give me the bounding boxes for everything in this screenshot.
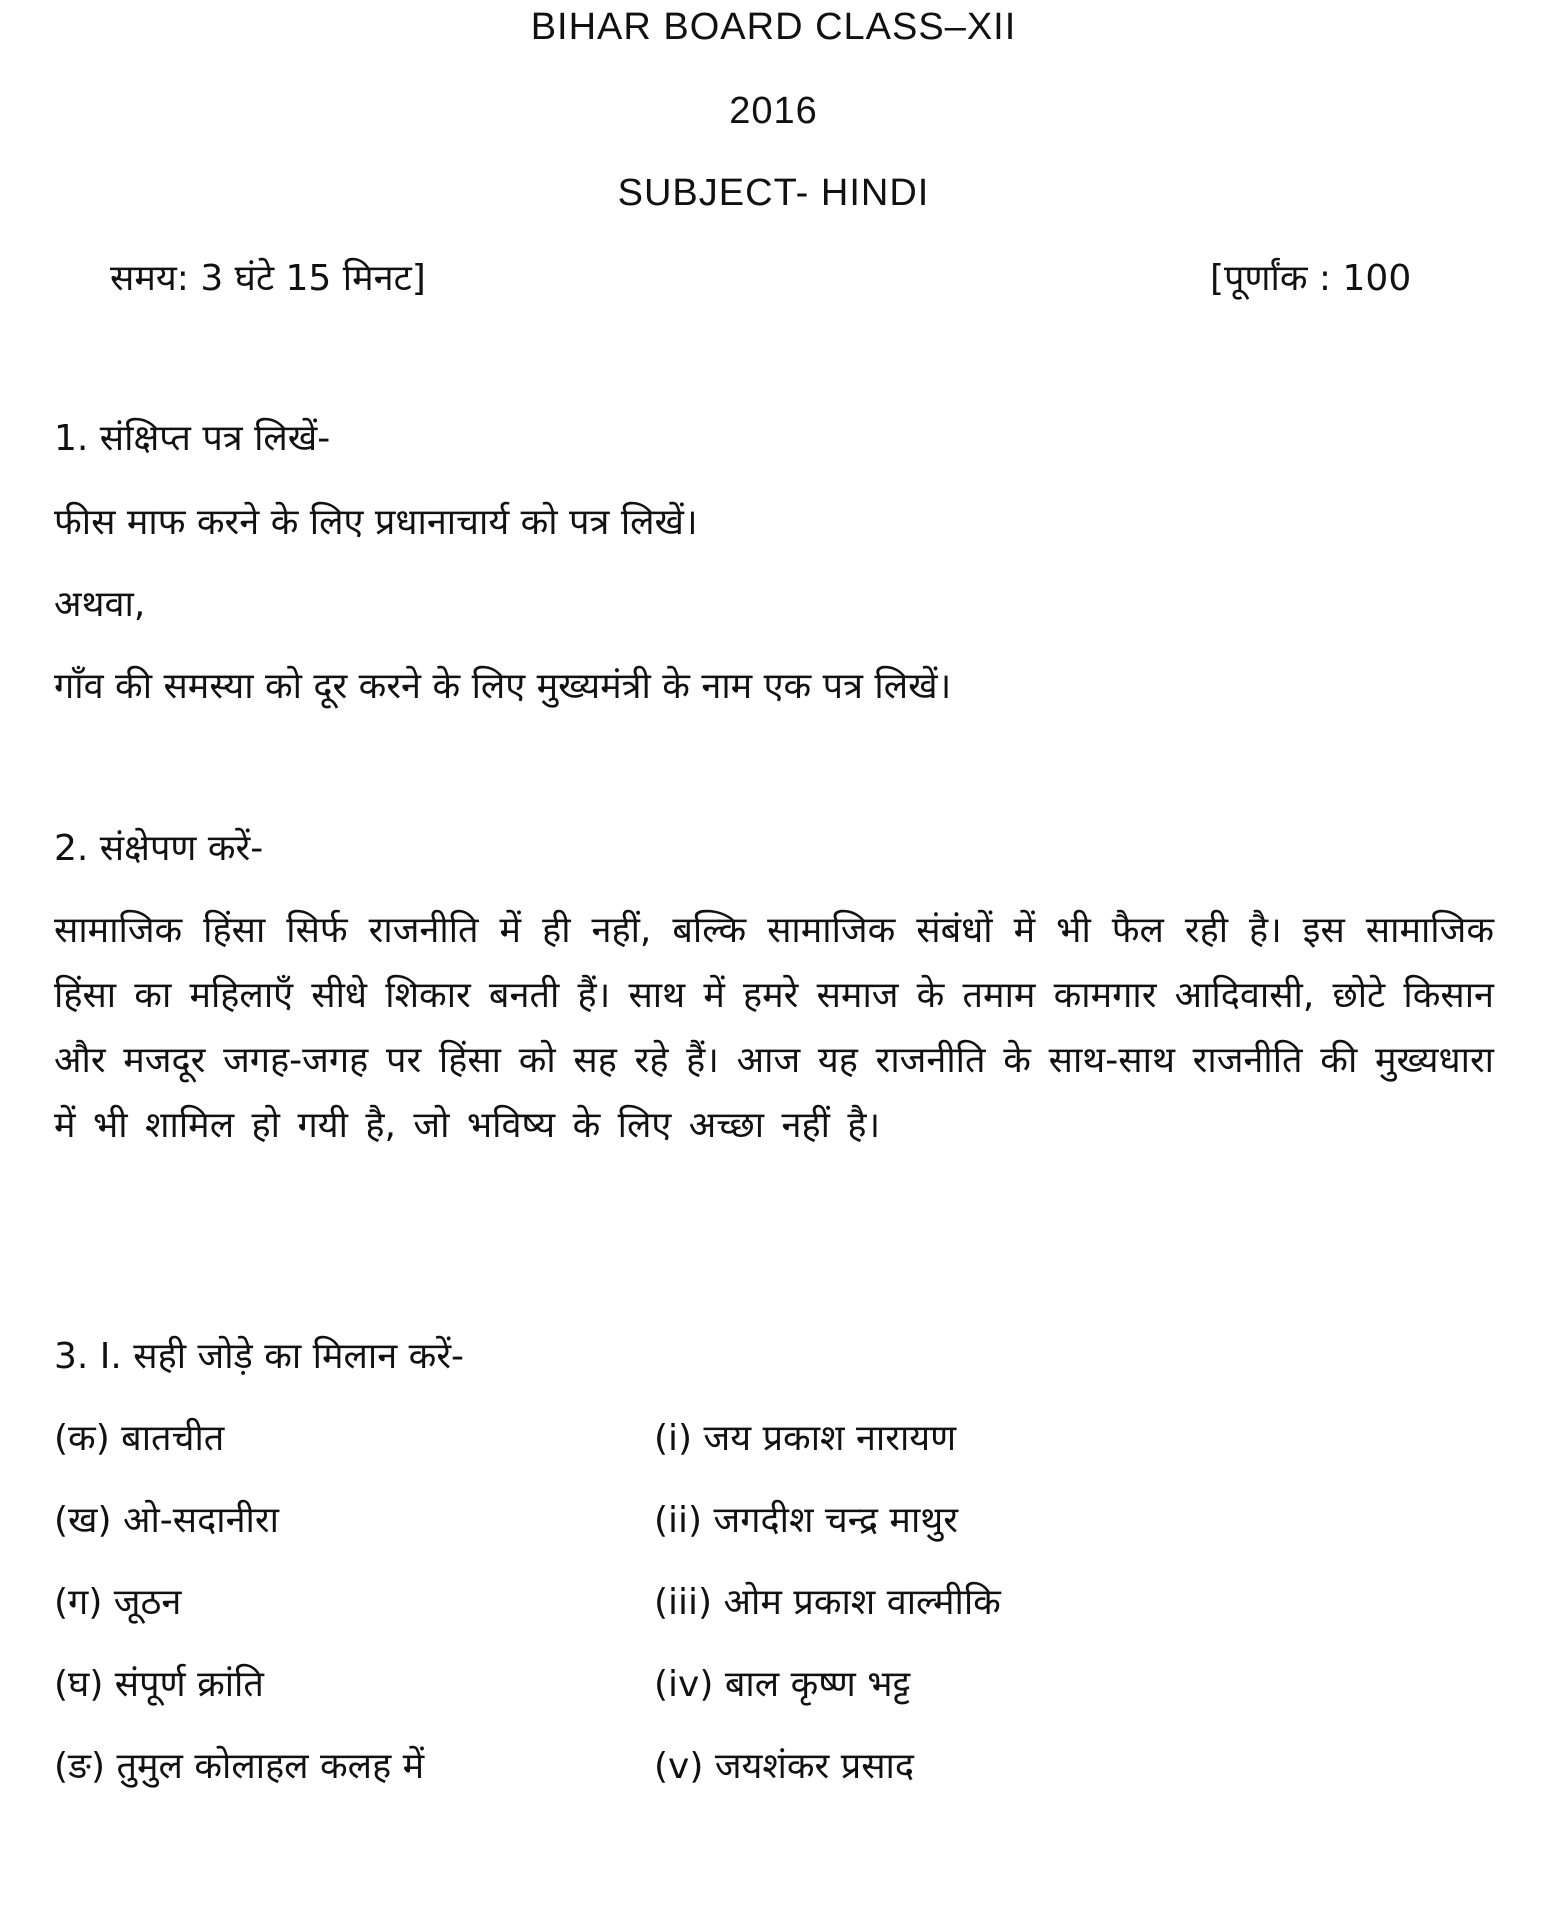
match-left-item: (ख) ओ-सदानीरा [54, 1500, 279, 1541]
board-title: BIHAR BOARD CLASS–XII [530, 6, 1017, 48]
time-allowed: समय: 3 घंटे 15 मिनट] [110, 258, 426, 299]
match-left-item: (घ) संपूर्ण क्रांति [54, 1664, 264, 1705]
q1-option-a: फीस माफ करने के लिए प्रधानाचार्य को पत्र लिखें। [54, 502, 698, 543]
match-left-item: (ङ) तुमुल कोलाहल कलह में [54, 1746, 425, 1787]
match-right-item: (ii) जगदीश चन्द्र माथुर [654, 1500, 959, 1541]
q3-heading: 3. I. सही जोड़े का मिलान करें- [54, 1336, 465, 1377]
q1-option-b: गाँव की समस्या को दूर करने के लिए मुख्यमंत्री के नाम एक पत्र लिखें। [54, 666, 952, 707]
q2-heading: 2. संक्षेपण करें- [54, 828, 264, 869]
match-row [54, 1412, 1454, 1472]
match-row [54, 1740, 1454, 1800]
match-row [54, 1494, 1454, 1554]
match-row [54, 1576, 1454, 1636]
subject-title: SUBJECT- HINDI [617, 172, 930, 214]
match-left-item: (क) बातचीत [54, 1418, 225, 1459]
match-right-item: (iv) बाल कृष्ण भट्ट [654, 1664, 911, 1705]
match-row [54, 1658, 1454, 1718]
q1-or: अथवा, [54, 584, 146, 625]
full-marks: [पूर्णांक : 100 [1210, 258, 1412, 299]
match-right-item: (iii) ओम प्रकाश वाल्मीकि [654, 1582, 1001, 1623]
q1-heading: 1. संक्षिप्त पत्र लिखें- [54, 418, 331, 459]
match-left-item: (ग) जूठन [54, 1582, 182, 1623]
q2-passage: सामाजिक हिंसा सिर्फ राजनीति में ही नहीं, बल्कि सामाजिक संबंधों में भी फैल रही है। इस सामाजिक हिंसा का महिलाएँ सीधे शिकार बनती हैं। साथ में हमरे समाज के तमाम कामगार आदिवासी, छोटे किसान और मजदूर जगह-जगह पर हिंसा को सह रहे हैं। आज यह राजनीति के साथ-साथ राजनीति की मुख्यधारा में भी शामिल हो गयी है, जो भविष्य के लिए अच्छा नहीं है। [54, 910, 1494, 1146]
match-right-item: (v) जयशंकर प्रसाद [654, 1746, 914, 1787]
exam-year: 2016 [729, 90, 818, 132]
match-right-item: (i) जय प्रकाश नारायण [654, 1418, 957, 1459]
